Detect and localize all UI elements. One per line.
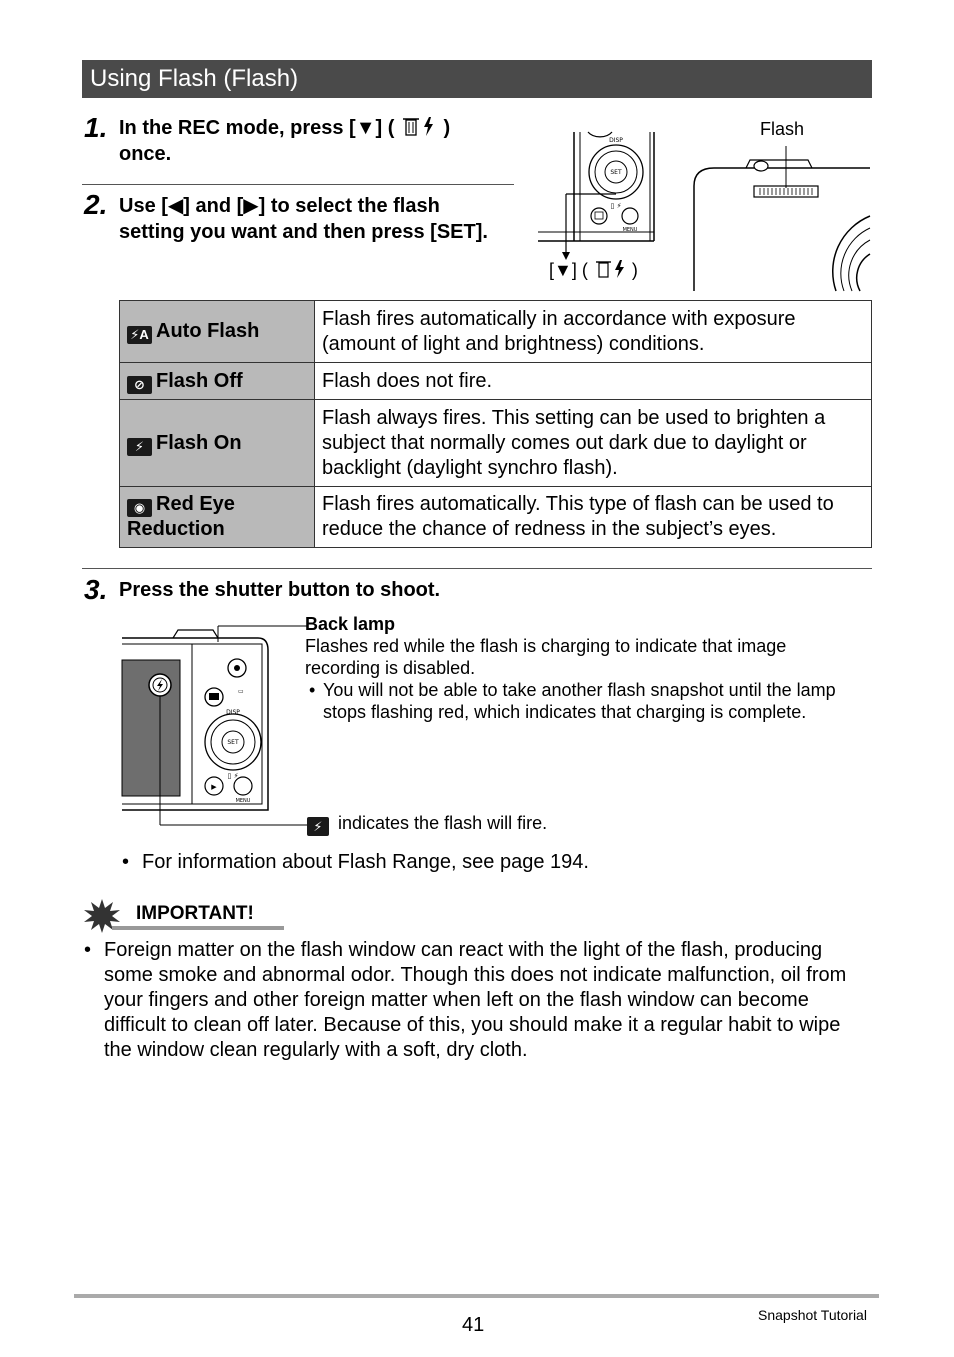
step-1-text-a: In the REC mode, press [▼] (	[119, 117, 395, 139]
back-lamp-bullet: You will not be able to take another flash snapshot until the lamp stops flashing red, which indicates that charging is complete.	[323, 680, 836, 722]
mode-description: Flash always fires. This setting can be used to brighten a subject that normally comes out dark due to daylight or backlight (daylight synchro flash).	[315, 400, 872, 487]
important-text: Foreign matter on the flash window can react with the light of the flash, producing some smoke and abnormal odor. Though this does not indicate malfunction, oil from your fingers and other foreign matter when left on the flash window can become difficult to clean off later. Because of this, you should make it a regular habit to wipe the window clean regularly with a soft, dry cloth.	[104, 939, 847, 1061]
step-2-number: 2.	[84, 189, 108, 220]
mode-description: Flash fires automatically. This type of flash can be used to reduce the chance of redness in the subject’s eyes.	[315, 487, 872, 548]
back-lamp-callout	[305, 613, 865, 723]
table-row	[120, 363, 872, 400]
table-row	[120, 400, 872, 487]
flash-indicator-note: ⚡ indicates the flash will fire.	[307, 812, 547, 836]
mode-description: Flash does not fire.	[315, 363, 872, 400]
step-divider	[82, 184, 514, 185]
bullet: •	[84, 939, 92, 961]
heading-underline	[112, 926, 284, 930]
mode-name: Flash On	[156, 431, 242, 454]
mode-name: Auto Flash	[156, 320, 260, 342]
list-item	[84, 938, 870, 1063]
svg-text:▭: ▭	[238, 688, 244, 695]
step-2-text: Use [◀] and [▶] to select the flash setting you want and then press [SET].	[119, 195, 488, 243]
page-number: 41	[462, 1314, 485, 1336]
red-eye-icon: ◉	[127, 499, 152, 517]
flash-on-icon: ⚡	[127, 438, 152, 456]
table-row	[120, 487, 872, 548]
flash-off-icon: ⊘	[127, 376, 152, 394]
down-button-callout: [▼] ( )	[549, 260, 638, 280]
camera-back-illustration	[118, 620, 318, 835]
camera-back-diagram	[118, 620, 318, 835]
table-row	[120, 301, 872, 363]
footer-divider	[74, 1294, 879, 1298]
back-lamp-description: Flashes red while the flash is charging to indicate that image recording is disabled.	[305, 636, 787, 678]
section-title: Using Flash (Flash)	[82, 60, 872, 98]
disp-label: DISP	[609, 137, 623, 144]
mode-description: Flash fires automatically in accordance with exposure (amount of light and brightness) conditions.	[315, 301, 872, 363]
trash-flash-icon	[400, 115, 438, 137]
bullet: •	[122, 851, 130, 873]
set-button-label: SET	[227, 739, 239, 746]
step-divider	[82, 568, 872, 569]
auto-flash-icon: ⚡A	[127, 326, 152, 344]
bullet: •	[309, 680, 316, 700]
list-item	[122, 850, 589, 875]
list-item	[305, 679, 865, 723]
disp-label: DISP	[226, 709, 240, 716]
flash-on-icon: ⚡	[307, 817, 329, 836]
step-1-text-b: ) once.	[119, 117, 451, 165]
step-1-number: 1.	[84, 112, 108, 143]
footer-label: Snapshot Tutorial	[758, 1307, 867, 1323]
step-3-number: 3.	[84, 574, 108, 605]
important-heading-block	[82, 898, 292, 934]
step-1-text	[119, 115, 499, 167]
flash-modes-table	[119, 300, 872, 548]
set-button-label: SET	[610, 169, 622, 176]
flash-callout-label: Flash	[760, 119, 805, 139]
svg-text:▯ ⚡: ▯ ⚡	[610, 202, 622, 210]
menu-label: MENU	[622, 227, 638, 233]
back-lamp-title: Back lamp	[305, 614, 396, 634]
flash-range-note: For information about Flash Range, see page 194.	[142, 851, 589, 873]
mode-name: Red Eye Reduction	[127, 493, 235, 540]
important-heading: IMPORTANT!	[136, 903, 254, 924]
menu-label: MENU	[235, 798, 251, 804]
svg-text:▶: ▶	[211, 783, 217, 791]
mode-name: Flash Off	[156, 369, 243, 392]
trash-flash-icon	[593, 259, 627, 279]
svg-text:▯ ⚡: ▯ ⚡	[227, 772, 239, 780]
step-3-text: Press the shutter button to shoot.	[119, 579, 441, 601]
